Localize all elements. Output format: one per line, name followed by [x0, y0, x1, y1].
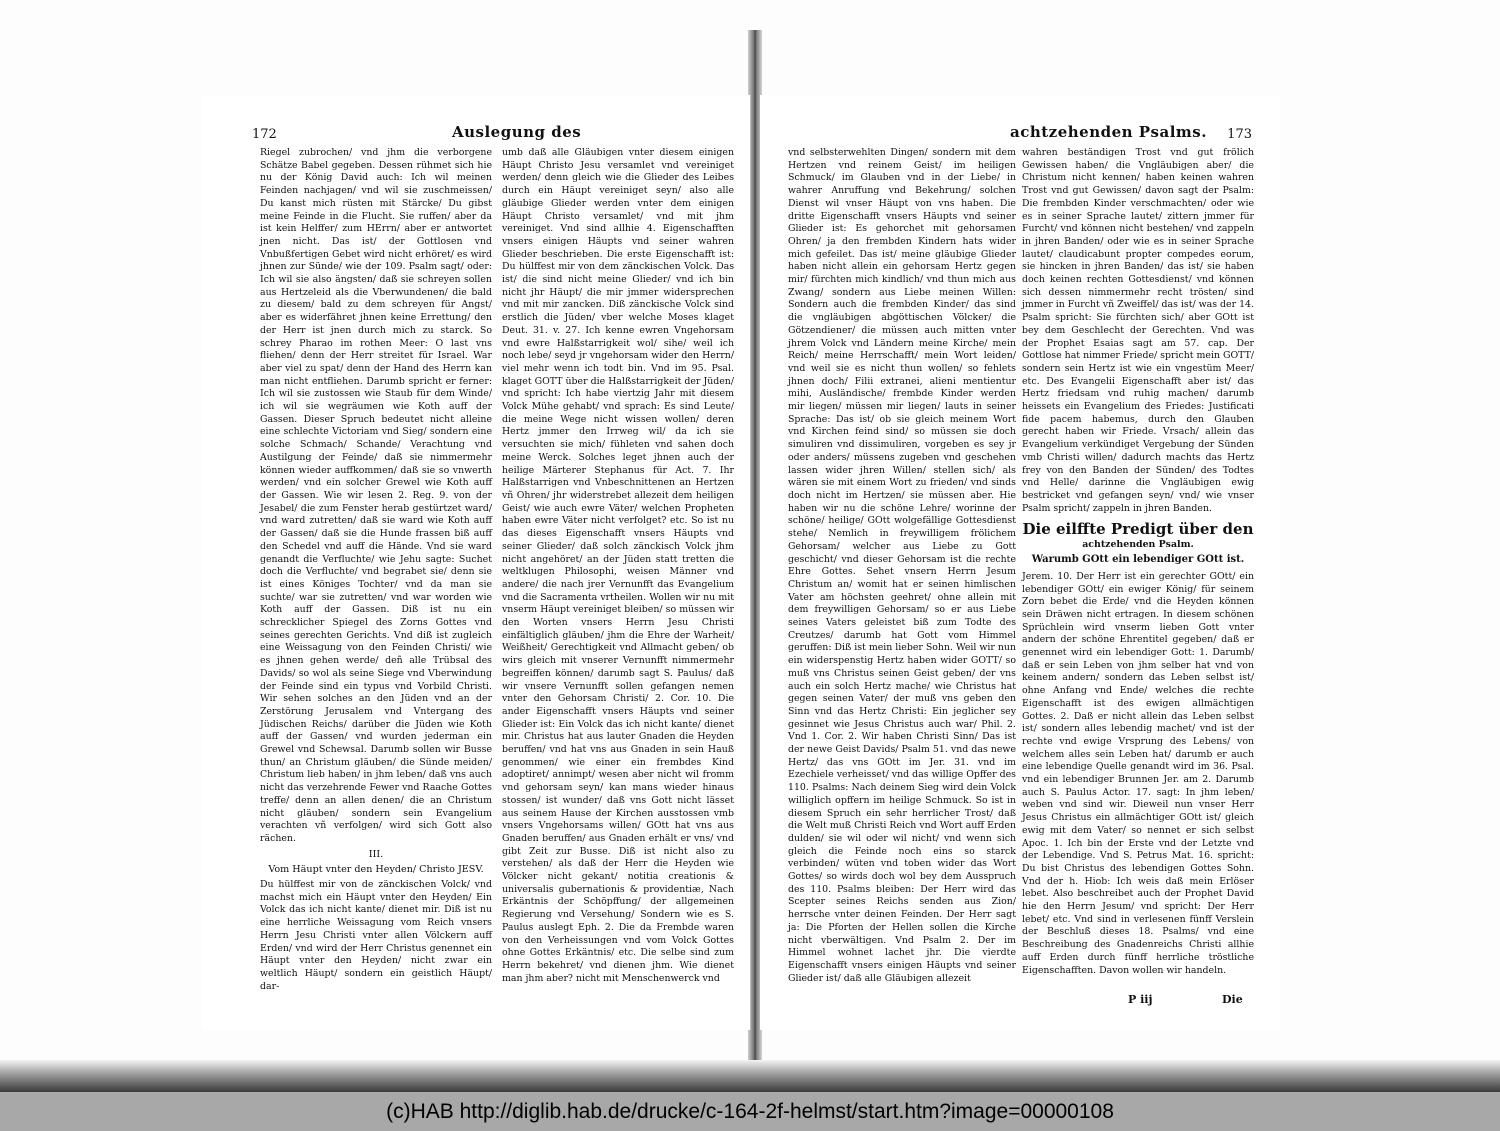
credit-bar — [0, 1092, 1500, 1131]
signature-mark: P iij — [1128, 993, 1153, 1006]
right-column-1 — [788, 147, 1016, 984]
catchword: Die — [1222, 993, 1243, 1006]
right-page — [760, 95, 1280, 1030]
credit-text: (c)HAB http://diglib.hab.de/drucke/c-164-2f-helmst/start.htm?image=00000108 — [386, 1099, 1114, 1123]
left-section-number: III. — [368, 848, 384, 860]
right-column-2 — [1022, 147, 1254, 976]
right-col2-after: Jerem. 10. Der Herr ist ein gerechter GOtt/ ein lebendiger GOtt/ ein ewiger König/ für seinem Zorn bebet die Erde/ vnd die Heyden können sein Dräwen nicht ertragen. In diesem schönen Sprüchlein wird vnserm lieben Gott vnter andern der schöne Ehrentitel gegeben/ daß er genennet wird ein lebendiger Gott: 1. Darumb/ daß er sein Leben von jhm selber hat vnd von keinem andern/ sondern das Leben selbst ist/ ohne Anfang vnd Ende/ welches die rechte Eigenschafft ist des ewigen allmächtigen Gottes. 2. Daß er nicht allein das Leben selbst ist/ sondern alles lebendig machet/ vnd ist der rechte vnd ewige Vrsprung des Lebens/ von welchem alles sein Leben hat/ darumb er auch eine lebendige Quelle genandt wird im 36. Psal. vnd ein lebendiger Brunnen Jer. am 2. Darumb auch S. Paulus Actor. 17. sagt: In jhm leben/ weben vnd sind wir. Dieweil nun vnser Herr Jesus Christus ein allmächtiger GOtt ist/ gleich ewig mit dem Vater/ so nennet er sich selbst Apoc. 1. Ich bin der Erste vnd der Letzte vnd der Lebendige. Vnd S. Petrus Mat. 16. spricht: Du bist Christus des lebendigen Gottes Sohn. Vnd der h. Hiob: Ich weis daß mein Erlöser lebet. Also beschreibet auch der Prophet David hie den Herrn Jesum/ vnd spricht: Der Herr lebet/ etc. Vnd sind in verlesenen fünff Verslein der Beschluß dieses 18. Psalms/ vnd eine Beschreibung des Gnadenreichs Christi allhie auff Erden durch fünff herrliche tröstliche Eigenschafften. Davon wollen wir handeln. — [1022, 570, 1254, 976]
left-page-header — [252, 123, 722, 145]
sermon-title: Die eilffte Predigt über den — [1022, 520, 1254, 539]
left-section-title: Vom Häupt vnter den Heyden/ Christo JESV. — [268, 864, 484, 876]
left-col1-text: Riegel zubrochen/ vnd jhm die verborgene Schätze Babel gegeben. Dessen rühmet sich hie nu der König David auch: Ich wil meinen Feinden nachjagen/ vnd wil sie zuschmeissen/ Du kanst mich rüsten mit Stärcke/ Du gibst meine Feinde in die Flucht. Sie ruffen/ aber da ist kein Helffer/ zum HErrn/ aber er antwortet jnen nicht. Das ist/ der Gottlosen vnd Vnbußfertigen Gebet wird nicht erhöret/ es wird jhnen zur Sünde/ wie der 109. Psalm sagt/ oder: Ich wil sie also ängsten/ daß sie schreyen sollen aus Hertzeleid als die Vberwundenen/ die bald zu diesem/ bald zu dem schreyen für Angst/ aber es widerfähret jhnen keine Errettung/ den der Herr ist jnen durch mich zu starck. So schrey Pharao im rothen Meer: O last vns fliehen/ denn der Herr streitet für Israel. War aber viel zu spat/ denn der Hand des Herrn kan man nicht entfliehen. Darumb spricht er ferner: Ich wil sie zustossen wie Staub für dem Winde/ ich wil sie wegräumen wie Koth auff der Gassen. Dieser Spruch bedeutet nicht alleine eine schlechte Victoriam vnd Sieg/ sondern eine solche Schmach/ Schande/ Verachtung vnd Austilgung der Feinde/ daß sie nimmermehr können wieder auffkommen/ daß sie so vnwerth werden/ vnd ein solcher Grewel wie Koth auff der Gassen. Wie wir lesen 2. Reg. 9. von der Jesabel/ die zum Fenster herab gestürtzet ward/ vnd ward zutretten/ daß sie ward wie Koth auff der Gassen/ daß sie die Hunde frassen biß auff den Schedel vnd auff die Hände. Vnd sie ward genandt die Verfluchte/ wie Jehu sagte: Suchet doch die Verfluchte/ vnd begrabet sie/ denn sie ist eines Königes Tochter/ vnd da man sie suchte/ war sie zutretten/ vnd war worden wie Koth auff der Gassen. Diß ist nu ein schrecklicher Spiegel des Zorns Gottes vnd seines gerechten Gerichts. Vnd diß ist zugleich eine Weissagung von den Feinden Christi/ wie es jhnen gehen werde/ deñ alle Trübsal des Davids/ so wol als seine Siege vnd Vberwindung der Feinde sind ein typus vnd Vorbild Christi. Wir sehen solches an den Jüden vnd an der Zerstörung Jerusalem vnd Vntergang des Jüdischen Reichs/ darüber die Jüden wie Koth auff der Gassen/ vnd wurden jederman ein Grewel vnd Schewsal. Darumb sollen wir Busse thun/ an Christum gläuben/ die Sünde meiden/ Christum lieb haben/ in jhm leben/ daß vns auch nicht das verzehrende Fewer vnd Raache Gottes treffe/ denn an allen denen/ die an Christum nicht gläuben/ sondern sein Evangelium verachten vñ verfolgen/ wird sich Gott also rächen. — [260, 147, 492, 844]
sermon-subtitle: achtzehenden Psalm. — [1082, 539, 1194, 551]
left-column-2 — [502, 147, 734, 997]
left-col2-text: umb daß alle Gläubigen vnter diesem einigen Häupt Christo Jesu versamlet vnd vereiniget werden/ denn gleich wie die Glieder des Leibes durch ein Häupt vereiniget seyn/ also alle gläubige Glieder werden vnter dem einigen Häupt Christo versamlet/ vnd mit jhm vereiniget. Vnd sind allhie 4. Eigenschafften vnsers einigen Häupts vnd seiner wahren Glieder beschrieben. Die erste Eigenschafft ist: Du hülffest mir von dem zänckischen Volck. Das ist/ die sind nicht meine Glieder/ vnd ich bin nicht jhr Häupt/ die mir jmmer widersprechen vnd mit mir zancken. Diß zänckische Volck sind erstlich die Jüden/ vber welche Moses klaget Deut. 31. v. 27. Ich kenne ewren Vngehorsam vnd ewre Halßstarrigkeit wol/ sihe/ weil ich noch lebe/ seyd jr vngehorsam wider den Herrn/ viel mehr wenn ich todt bin. Vnd im 95. Psal. klaget GOTT über die Halßstarrigkeit der Jüden/ vnd spricht: Ich habe viertzig Jahr mit diesem Volck Mühe gehabt/ vnd sprach: Es sind Leute/ die meine Wege nicht wissen wollen/ deren Hertz jmmer den Irrweg wil/ da ich sie versuchten sie mich/ fühleten vnd sahen doch meine Werck. Solches leget jhnen auch der heilige Märterer Stephanus für Act. 7. Ihr Halßstarrigen vnd Vnbeschnittenen an Hertzen vñ Ohren/ jhr widerstrebet allezeit dem heiligen Geist/ wie auch ewre Väter/ welchen Propheten haben ewre Väter nicht verfolget? etc. So ist nu das dieses Eigenschafft vnsers Häupts vnd seiner Glieder/ daß solch zänckisch Volck jhm nicht angehöret/ an der Jüden statt tretten die weltklugen Philosophi, weisen Männer vnd andere/ die nach jrer Vernunfft das Evangelium vnd die Sacramenta vrtheilen. Wollen wir nu mit vnserm Häupt vereiniget bleiben/ so müssen wir den Worten vnsers Herrn Jesu Christi einfältiglich gläuben/ jhm die Ehre der Warheit/ Weißheit/ Gerechtigkeit vnd Allmacht geben/ ob wirs gleich mit vnserer Vernunfft nimmermehr begreiffen können/ darumb sagt S. Paulus/ daß wir vnsere Vernunfft sollen gefangen nemen vnter den Gehorsam Christi/ 2. Cor. 10. Die ander Eigenschafft vnsers Häupts vnd seiner Glieder ist: Ein Volck das ich nicht kante/ dienet mir. Christus hat aus lauter Gnaden die Heyden beruffen/ vnd hat vns aus Gnaden in sein Hauß genommen/ wie einer ein frembdes Kind adoptiret/ annimpt/ wesen aber nicht wil fromm vnd gehorsam seyn/ kan mans wieder hinaus stossen/ ist wunder/ daß vns Gott nicht lässet aus seinem Hause der Kirchen ausstossen vmb vnsers Vngehorsams willen/ GOtt hat vns aus Gnaden beruffen/ aus Gnaden erhält er vns/ vnd gibt Zeit zur Busse. Diß ist nicht also zu verstehen/ als daß der Herr die Heyden wie Völcker nicht gekant/ notitia creationis & universalis gubernationis & providentiæ, Nach Erkäntnis der Schöpffung/ der allgemeinen Regierung vnd Versehung/ Sondern wie es S. Paulus auslegt Eph. 2. Die da Frembde waren von den Verheissungen vnd vom Volck Gottes ohne Gottes Erkäntnis/ etc. Die selbe sind zum Herrn bekehret/ vnd dienen jhm. Wie dienet man jhm aber? nicht mit Menschenwerck vnd — [502, 147, 734, 984]
right-col1-text: vnd selbsterwehlten Dingen/ sondern mit dem Hertzen vnd reinem Geist/ im heiligen Schmuck/ im Glauben vnd in der Liebe/ in wahrer Anruffung vnd Bekehrung/ solchen Dienst wil vnser Häupt von vns haben. Die dritte Eigenschafft vnsers Häupts vnd seiner Glieder ist: Es gehorchet mit gehorsamen Ohren/ ja den frembden Kindern hats wider mich gefeilet. Das ist/ meine gläubige Glieder haben nicht allein ein gehorsam Hertz gegen mir/ fürchten mich kindlich/ vnd thun mich aus Zwang/ sondern aus Liebe meinen Willen: Sondern auch die frembden Kinder/ das sind die vngläubigen abgöttischen Völcker/ die Götzendiener/ die müssen auch mitten vnter jhrem Volck vnd Ländern meine Kirche/ mein Reich/ meine Herrschafft/ mein Wort leiden/ vnd weil sie es nicht thun wollen/ so fehlets jhnen doch/ Filii extranei, alieni mentientur mihi, Ausländische/ frembde Kinder werden mir liegen/ müssen mir liegen/ lauts in seiner Sprache: Das ist/ ob sie gleich meinem Wort vnd Kirchen feind sind/ so müssen sie doch simuliren vnd dissimuliren, vorgeben es sey jr oder anders/ müssens zugeben vnd geschehen lassen wider jhren Willen/ stellen sich/ als wären sie mit einem Wort zu frieden/ vnd sinds doch nicht im Hertzen/ sie müssen aber. Hie haben wir nu die schöne Lehre/ worinne der schöne/ heilige/ GOtt wolgefällige Gottesdienst stehe/ Nemlich in freywilligem frölichem Gehorsam/ welcher aus Liebe zu Gott geschicht/ vnd dieser Gehorsam ist die rechte Ehre Gottes. Sehet vnsern Herrn Jesum Christum an/ womit hat er seinen himlischen Vater am höchsten geehret/ ohne allein mit dem freywilligen Gehorsam/ so er aus Liebe seines Vaters geleistet biß zum Todte des Creutzes/ darumb hat Gott vom Himmel geruffen: Diß ist mein lieber Sohn. Weil wir nun ein widerspenstig Hertz haben wider GOTT/ so muß vns Christus seinen Geist geben/ der vns auch ein solch Hertz mache/ wie Christus hat gegen seinen Vater/ der muß vns geben den Sinn vnd das Hertz Christi: Ein jeglicher sey gesinnet wie Jesus Christus auch war/ Phil. 2. Vnd 1. Cor. 2. Wir haben Christi Sinn/ Das ist der newe Geist Davids/ Psalm 51. vnd das newe Hertz/ das vns GOtt im Jer. 31. vnd im Ezechiele verheisset/ vnd das willige Opffer des 110. Psalms: Nach deinem Sieg wird dein Volck williglich opffern im heilige Schmuck. So ist in diesem Spruch ein sehr herrlicher Trost/ daß die Welt muß Christi Reich vnd Wort auff Erden dulden/ sie wil oder wil nicht/ vnd wenn sich gleich die Feinde noch eins so starck verbinden/ wüten vnd toben wider das Wort Gottes/ so wirds doch wol bey dem Ausspruch des 110. Psalms bleiben: Der Herr wird das Scepter seines Reichs senden aus Zion/ herrsche vnter deinen Feinden. Der Herr sagt ja: Die Pforten der Hellen sollen die Kirche nicht vberwältigen. Vnd Psalm 2. Der im Himmel wohnet lachet jhr. Die vierdte Eigenschafft vnsers einigen Häupts vnd seiner Glieder ist/ daß alle Gläubigen allezeit — [788, 147, 1016, 984]
left-running-head: Auslegung des — [452, 123, 582, 141]
left-page — [202, 95, 751, 1030]
left-page-number: 172 — [252, 127, 277, 142]
right-page-header — [810, 123, 1252, 145]
right-running-head: achtzehenden Psalms. — [1010, 123, 1207, 141]
left-column-1 — [260, 147, 492, 997]
left-col1-after: Du hülffest mir von de zänckischen Volck/ vnd machst mich ein Häupt vnter den Heyden/ Ein Volck das ich nicht kante/ dienet mir. Diß ist nu eine herrliche Weissagung vom Reich vnsers Herrn Jesu Christi vnter allen Völckern auff Erden/ vnd wird der Herr Christus genennet ein Häupt vnter den Heyden/ nicht zwar ein weltlich Häupt/ sondern ein geistlich Häupt/ dar- — [260, 879, 492, 992]
sermon-theme: Warumb GOtt ein lebendiger GOtt ist. — [1031, 554, 1245, 566]
scan-bottom-edge — [0, 1060, 1500, 1092]
right-col2-top: wahren beständigen Trost vnd gut frölich Gewissen haben/ die Vngläubigen aber/ die Christum nicht kennen/ haben keinen wahren Trost vnd gut Gewissen/ davon sagt der Psalm: Die frembden Kinder verschmachten/ oder wie es in seiner Sprache lautet/ zittern jmmer für Furcht/ vnd können nicht bestehen/ vnd zappeln in jhren Banden/ oder wie es in seiner Sprache lautet/ claudicabunt propter compedes eorum, sie hincken in jhren Banden/ das ist/ sie haben doch keinen rechten Gottesdienst/ vnd können sich dessen nimmermehr recht trösten/ sind jmmer in Furcht vñ Zweiffel/ das ist/ was der 14. Psalm spricht: Sie fürchten sich/ aber GOtt ist bey dem Geschlecht der Gerechten. Vnd was der Prophet Esaias sagt am 57. cap. Der Gottlose hat nimmer Friede/ spricht mein GOTT/ sondern sein Hertz ist wie ein vngestüm Meer/ etc. Des Evangelii Eigenschafft aber ist/ das Hertz friedsam vnd ruhig machen/ darumb heissets ein Evangelium des Friedes: Justificati fide pacem habemus, durch den Glauben gerecht haben wir Friede. Vrsach/ allein das Evangelium verkündiget Vergebung der Sünden vmb Christi willen/ dadurch machts das Hertz frey von den Banden der Sünden/ des Todtes vnd Helle/ darinne die Vngläubigen ewig bestricket vnd gefangen seyn/ vnd/ wie vnser Psalm spricht/ zappeln in jhren Banden. — [1022, 147, 1254, 514]
right-page-number: 173 — [1227, 127, 1252, 142]
